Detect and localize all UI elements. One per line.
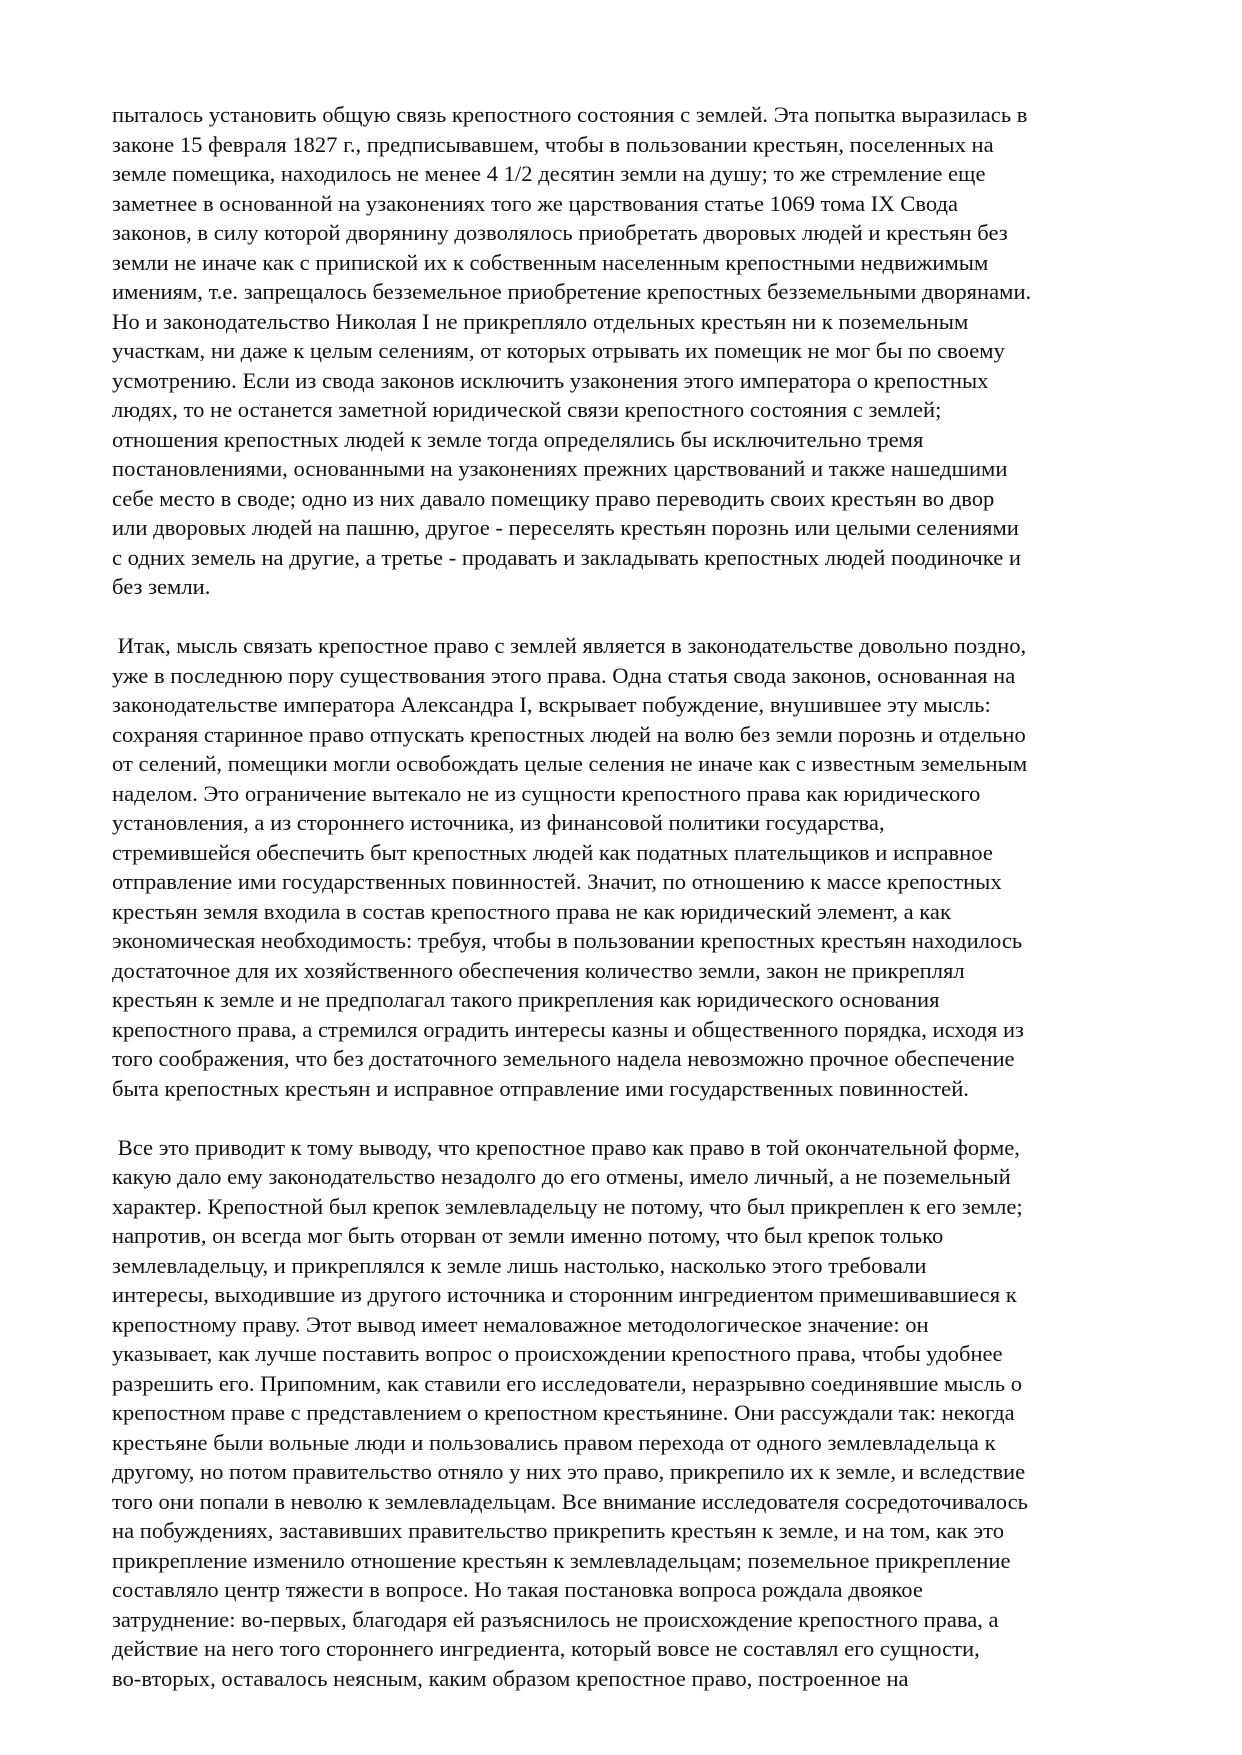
text-line: уже в последнюю пору существования этого права. Одна статья свода законов, основанная на [112,662,1016,688]
text-line: земли не иначе как с припиской их к собственным населенным крепостными недвижимым [112,249,989,275]
text-line: какую дало ему законодательство незадолго до его отмены, имело личный, а не поземельный [112,1164,1011,1189]
text-line: от селений, помещики могли освобождать целые селения не иначе как с известным земельным [112,751,1028,776]
text-line: имениям, т.е. запрещалось безземельное приобретение крепостных безземельными дворянами. [112,279,1032,304]
paragraph-3 [112,1133,1152,1694]
text-line: того соображения, что без достаточного земельного надела невозможно прочное обеспечение [112,1046,1015,1071]
text-line: того они попали в неволю к землевладельцам. Все внимание исследователя сосредоточивалось [112,1488,1028,1514]
text-line: на побуждениях, заставивших правительство прикрепить крестьян к земле, и на том, как это [112,1518,1005,1543]
text-line: людях, то не останется заметной юридической связи крепостного состояния с землей; [112,397,942,422]
text-line: Но и законодательство Николая I не прикрепляло отдельных крестьян ни к поземельным [112,308,969,334]
text-line: усмотрению. Если из свода законов исключить узаконения этого императора о крепостных [112,367,989,393]
text-line: интересы, выходившие из другого источника и сторонним ингредиентом примешивавшиеся к [112,1282,1017,1307]
text-line: отношения крепостных людей к земле тогда определялись бы исключительно тремя [112,426,924,452]
text-line: отправление ими государственных повинностей. Значит, по отношению к массе крепостных [112,869,1002,894]
text-line: разрешить его. Припомним, как ставили его исследователи, неразрывно соединявшие мысль о [112,1370,1023,1396]
text-line: Все это приводит к тому выводу, что крепостное право как право в той окончательной форме, [112,1134,1020,1160]
text-line: составляло центр тяжести в вопросе. Но такая постановка вопроса рождала двоякое [112,1577,923,1602]
paragraph-2 [112,631,1152,1103]
text-line: во-вторых, оставалось неясным, каким образом крепостное право, построенное на [112,1665,909,1691]
text-line: быта крепостных крестьян и исправное отправление ими государственных повинностей. [112,1075,969,1101]
text-line: сохраняя старинное право отпускать крепостных людей на волю без земли порознь и отдельно [112,721,1026,747]
text-line: стремившейся обеспечить быт крепостных людей как податных плательщиков и исправное [112,839,993,865]
text-line: с одних земель на другие, а третье - продавать и закладывать крепостных людей поодиночке и [112,544,1021,570]
text-line: крестьян земля входила в состав крепостного права не как юридический элемент, а как [112,898,951,924]
text-line: заметнее в основанной на узаконениях того же царствования статье 1069 тома IX Свода [112,190,959,216]
text-line: прикрепление изменило отношение крестьян к землевладельцам; поземельное прикрепление [112,1547,1011,1573]
text-line: или дворовых людей на пашню, другое - переселять крестьян порознь или целыми селениями [112,515,1019,540]
text-line: крестьяне были вольные люди и пользовались правом перехода от одного землевладельца к [112,1429,996,1455]
text-line: затруднение: во-первых, благодаря ей разъяснилось не происхождение крепостного права, а [112,1606,999,1632]
text-line: установления, а из стороннего источника, из финансовой политики государства, [112,810,885,835]
text-line: крепостного права, а стремился оградить интересы казны и общественного порядка, исходя из [112,1016,1024,1042]
document-page [112,100,1152,1693]
text-line: пыталось установить общую связь крепостного состояния с землей. Эта попытка выразилась в [112,102,1028,127]
text-line: напротив, он всегда мог быть оторван от земли именно потому, что был крепок только [112,1223,944,1248]
text-line: крепостном праве с представлением о крепостном крестьянине. Они рассуждали так: некогда [112,1400,1015,1425]
text-line: экономическая необходимость: требуя, чтобы в пользовании крепостных крестьян находилось [112,928,1023,953]
text-line: законодательстве императора Александра I, вскрывает побуждение, внушившее эту мысль: [112,692,991,717]
text-line: крестьян к земле и не предполагал такого прикрепления как юридического основания [112,987,940,1012]
text-line: постановлениями, основанными на узаконениях прежних царствований и также нашедшими [112,456,1008,481]
text-line: указывает, как лучше поставить вопрос о происхождении крепостного права, чтобы удобнее [112,1341,1003,1366]
text-line: достаточное для их хозяйственного обеспечения количество земли, закон не прикреплял [112,957,965,983]
text-line: законов, в силу которой дворянину дозволялось приобретать дворовых людей и крестьян без [112,220,1008,245]
text-line: землевладельцу, и прикреплялся к земле лишь настолько, насколько этого требовали [112,1252,927,1278]
text-line: Итак, мысль связать крепостное право с землей является в законодательстве довольно поздно, [112,633,1027,658]
text-line: земле помещика, находилось не менее 4 1/2 десятин земли на душу; то же стремление еще [112,161,986,186]
text-line: участкам, ни даже к целым селениям, от которых отрывать их помещик не мог бы по своему [112,338,1005,363]
text-line: крепостному праву. Этот вывод имеет немаловажное методологическое значение: он [112,1311,929,1337]
paragraph-gap [112,1103,1152,1133]
text-line: себе место в своде; одно из них давало помещику право переводить своих крестьян во двор [112,485,995,511]
text-line: законе 15 февраля 1827 г., предписывавшем, чтобы в пользовании крестьян, поселенных на [112,131,994,157]
text-line: без земли. [112,574,211,599]
paragraph-gap [112,602,1152,632]
text-line: другому, но потом правительство отняло у них это право, прикрепило их к земле, и вследствие [112,1459,1026,1484]
paragraph-1 [112,100,1152,602]
text-line: характер. Крепостной был крепок землевладельцу не потому, что был прикреплен к его земле; [112,1193,1023,1219]
text-line: действие на него того стороннего ингредиента, который вовсе не составлял его сущности, [112,1636,980,1661]
text-line: наделом. Это ограничение вытекало не из сущности крепостного права как юридического [112,780,981,806]
